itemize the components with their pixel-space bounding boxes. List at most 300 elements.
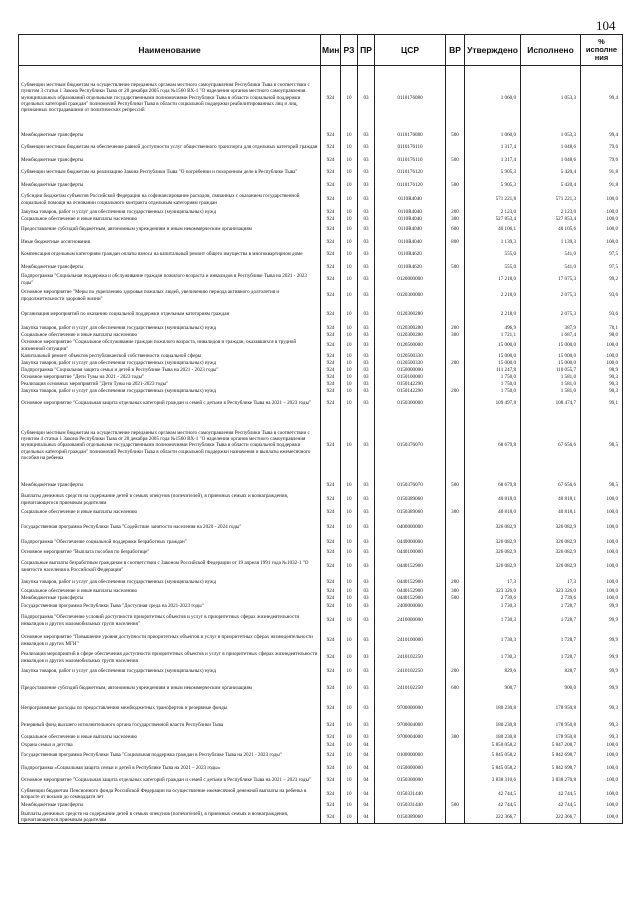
table-row (19, 749, 623, 763)
row-pct-cell: 100,0 (581, 763, 623, 774)
row-csr-cell: 0120500000 (375, 339, 446, 353)
row-min-cell: 924 (321, 631, 341, 651)
table-row (19, 577, 623, 588)
row-rz-cell: 10 (341, 305, 358, 325)
row-pct-cell: 99,9 (581, 611, 623, 631)
row-csr-cell: 0150300000 (375, 395, 446, 413)
row-vr-cell: 300 (446, 588, 465, 595)
row-pr-cell: 03 (358, 141, 375, 155)
row-rz-cell: 10 (341, 339, 358, 353)
row-rz-cell: 10 (341, 611, 358, 631)
row-min-cell: 924 (321, 166, 341, 180)
row-executed-cell: 1 048,6 (521, 141, 581, 155)
row-pct-cell: 100,0 (581, 191, 623, 209)
table-row (19, 665, 623, 679)
table-row (19, 602, 623, 611)
row-min-cell: 924 (321, 339, 341, 353)
row-approved-cell: 180 230,8 (465, 719, 521, 733)
table-row (19, 742, 623, 749)
table-row (19, 395, 623, 413)
row-name-cell: Компенсация отдельным категориям граждан оплаты взноса на капитальный ремонт общего имущества в многоквартирном доме (19, 248, 321, 262)
row-vr-cell: 300 (446, 733, 465, 742)
row-csr-cell: 0110R4040 (375, 223, 446, 237)
row-pct-cell: 99,9 (581, 602, 623, 611)
row-min-cell: 924 (321, 130, 341, 141)
table-row (19, 733, 623, 742)
row-rz-cell: 10 (341, 763, 358, 774)
row-executed-cell: 1 728,7 (521, 651, 581, 665)
row-min-cell: 924 (321, 216, 341, 223)
row-rz-cell: 10 (341, 631, 358, 651)
row-vr-cell (446, 611, 465, 631)
row-approved-cell: 2 123,0 (465, 209, 521, 216)
row-vr-cell: 500 (446, 262, 465, 273)
row-csr-cell: 0440152900 (375, 595, 446, 602)
row-pr-cell: 04 (358, 788, 375, 800)
row-pr-cell: 03 (358, 413, 375, 479)
row-pct-cell: 100,0 (581, 774, 623, 788)
row-csr-cell: 0440100000 (375, 548, 446, 557)
row-rz-cell: 10 (341, 66, 358, 130)
table-row (19, 518, 623, 538)
row-approved-cell: 111 247,8 (465, 367, 521, 374)
row-rz-cell: 10 (341, 518, 358, 538)
row-executed-cell: 42 744,5 (521, 800, 581, 811)
table-row (19, 611, 623, 631)
row-pct-cell: 100,0 (581, 538, 623, 548)
row-csr-cell: 0120300280 (375, 325, 446, 332)
table-row (19, 538, 623, 548)
row-vr-cell: 600 (446, 223, 465, 237)
row-pct-cell: 100,0 (581, 493, 623, 507)
row-rz-cell: 10 (341, 699, 358, 719)
row-pr-cell: 03 (358, 180, 375, 191)
row-vr-cell (446, 518, 465, 538)
row-vr-cell: 500 (446, 800, 465, 811)
row-executed-cell: 15 000,0 (521, 339, 581, 353)
row-rz-cell: 10 (341, 679, 358, 699)
row-name-cell: Основное мероприятие "Выплата пособия по безработице" (19, 548, 321, 557)
row-approved-cell: 1 060,0 (465, 130, 521, 141)
row-pct-cell: 99,4 (581, 130, 623, 141)
row-name-cell: Субвенции местным бюджетам на осуществление переданных органам местного самоуправления Республики Тыва в соответствии с пунктом 3 статьи 1 Закона Республики Тыва от 28 декабря 2005 года №1560 ВХ-1 "О наделении органов местного самоуправления муниципальных образований отдельными государственными полномочиями Республики Тыва в области социальной поддержки отдельных категорий граждан" полномочий Республики Тыва в области социальной поддержки реабилитированных лиц и лиц, признанных пострадавшими от политических репрессий (19, 66, 321, 130)
table-row (19, 374, 623, 381)
row-pct-cell: 99,1 (581, 395, 623, 413)
row-vr-cell (446, 339, 465, 353)
row-pr-cell: 03 (358, 191, 375, 209)
row-name-cell: Подпрограмма "Социальная поддержка и обслуживание граждан пожилого возраста и инвалидов в Республике Тыва на 2021 - 2023 годы" (19, 273, 321, 287)
row-approved-cell: 5 905,3 (465, 180, 521, 191)
row-vr-cell (446, 719, 465, 733)
row-min-cell: 924 (321, 602, 341, 611)
row-executed-cell: 326 082,9 (521, 557, 581, 577)
row-vr-cell (446, 353, 465, 360)
row-vr-cell: 800 (446, 237, 465, 248)
row-min-cell: 924 (321, 248, 341, 262)
row-approved-cell: 42 744,5 (465, 800, 521, 811)
row-pct-cell: 100,0 (581, 811, 623, 824)
row-csr-cell: 0110176110 (375, 155, 446, 166)
row-pr-cell: 03 (358, 353, 375, 360)
table-row (19, 130, 623, 141)
row-executed-cell: 17,3 (521, 577, 581, 588)
row-pr-cell: 03 (358, 595, 375, 602)
row-approved-cell: 326 082,9 (465, 518, 521, 538)
row-executed-cell: 178 950,8 (521, 733, 581, 742)
row-pr-cell: 03 (358, 248, 375, 262)
row-csr-cell: 0440152900 (375, 557, 446, 577)
table-row (19, 763, 623, 774)
row-min-cell: 924 (321, 360, 341, 367)
row-executed-cell: 17 075,3 (521, 273, 581, 287)
row-executed-cell: 178 950,8 (521, 699, 581, 719)
row-approved-cell: 15 000,0 (465, 353, 521, 360)
row-approved-cell: 42 744,5 (465, 788, 521, 800)
row-executed-cell: 5 847 208,7 (521, 742, 581, 749)
row-vr-cell: 500 (446, 130, 465, 141)
row-min-cell: 924 (321, 367, 341, 374)
row-pct-cell: 91,8 (581, 166, 623, 180)
row-executed-cell: 2 123,0 (521, 209, 581, 216)
table-row (19, 679, 623, 699)
row-csr-cell: 0120500330 (375, 360, 446, 367)
row-executed-cell: 222 366,7 (521, 811, 581, 824)
row-min-cell: 924 (321, 548, 341, 557)
row-name-cell: Государственная программа Республики Тыва "Содействие занятости населения на 2020 - 2024 годы" (19, 518, 321, 538)
row-pr-cell: 03 (358, 216, 375, 223)
row-pr-cell: 04 (358, 742, 375, 749)
row-csr-cell: 0150389060 (375, 507, 446, 518)
table-row (19, 588, 623, 595)
table-row (19, 66, 623, 130)
col-rz-header: РЗ (341, 35, 358, 66)
row-vr-cell: 200 (446, 388, 465, 395)
row-min-cell: 924 (321, 493, 341, 507)
row-vr-cell: 500 (446, 595, 465, 602)
row-vr-cell: 300 (446, 216, 465, 223)
row-approved-cell: 1 317,4 (465, 155, 521, 166)
row-rz-cell: 10 (341, 719, 358, 733)
row-approved-cell: 323 326,0 (465, 588, 521, 595)
row-rz-cell: 10 (341, 262, 358, 273)
table-row (19, 305, 623, 325)
row-name-cell: Основное мероприятие "Дети Тувы на 2021 - 2023 годы" (19, 374, 321, 381)
table-row (19, 548, 623, 557)
row-pct-cell: 100,0 (581, 577, 623, 588)
table-row (19, 811, 623, 824)
row-pr-cell: 03 (358, 699, 375, 719)
row-pr-cell: 03 (358, 223, 375, 237)
row-executed-cell: 541,0 (521, 248, 581, 262)
row-csr-cell: 0150100000 (375, 374, 446, 381)
row-name-cell: Межбюджетные трансферты (19, 130, 321, 141)
row-pr-cell: 03 (358, 209, 375, 216)
row-name-cell: Межбюджетные трансферты (19, 800, 321, 811)
row-rz-cell: 10 (341, 733, 358, 742)
row-executed-cell: 67 656,6 (521, 479, 581, 493)
row-csr-cell: 0110176120 (375, 166, 446, 180)
row-executed-cell: 40 105,6 (521, 223, 581, 237)
page-number: 104 (596, 18, 616, 33)
col-name-header: Наименование (19, 35, 321, 66)
row-executed-cell: 323 326,0 (521, 588, 581, 595)
row-name-cell: Государственная программа Республики Тыва "Доступная среда на 2021-2023 годы" (19, 602, 321, 611)
row-name-cell: Основное мероприятие "Социальная защита отдельных категорий граждан и семей с детьми в Республике Тыва на 2021 – 2023 годы" (19, 395, 321, 413)
row-name-cell: Реализация основных мероприятий "Дети Тувы на 2021-2023 годы" (19, 381, 321, 388)
row-pr-cell: 03 (358, 287, 375, 305)
row-rz-cell: 10 (341, 353, 358, 360)
row-pct-cell: 93,6 (581, 287, 623, 305)
row-rz-cell: 10 (341, 237, 358, 248)
table-row (19, 332, 623, 339)
row-name-cell: Охрана семьи и детства (19, 742, 321, 749)
row-executed-cell: 1 728,7 (521, 611, 581, 631)
row-min-cell: 924 (321, 800, 341, 811)
table-row (19, 216, 623, 223)
row-csr-cell: 9700000000 (375, 699, 446, 719)
row-executed-cell: 326 082,9 (521, 538, 581, 548)
row-vr-cell: 200 (446, 325, 465, 332)
row-pr-cell: 03 (358, 273, 375, 287)
row-pr-cell: 03 (358, 733, 375, 742)
row-csr-cell: 0110R4040 (375, 216, 446, 223)
row-name-cell: Организация мероприятий по оказанию социальной поддержки отдельным категориям граждан (19, 305, 321, 325)
table-row (19, 381, 623, 388)
row-name-cell: Социальное обеспечение и иные выплаты населению (19, 332, 321, 339)
row-approved-cell: 68 679,8 (465, 413, 521, 479)
row-vr-cell: 300 (446, 507, 465, 518)
row-rz-cell: 10 (341, 209, 358, 216)
row-rz-cell: 10 (341, 395, 358, 413)
row-executed-cell: 828,7 (521, 665, 581, 679)
row-executed-cell: 1 728,7 (521, 631, 581, 651)
table-row (19, 262, 623, 273)
row-approved-cell: 5 905,3 (465, 166, 521, 180)
row-name-cell: Основное мероприятие "Социальное обслуживание граждан пожилого возраста, инвалидов и граждан, оказавшихся в трудной жизненной ситуации" (19, 339, 321, 353)
table-row (19, 287, 623, 305)
row-approved-cell: 2 218,0 (465, 287, 521, 305)
row-csr-cell: 0150000000 (375, 367, 446, 374)
row-csr-cell: 9700004000 (375, 733, 446, 742)
col-min-header: Мин (321, 35, 341, 66)
row-min-cell: 924 (321, 273, 341, 287)
row-name-cell: Межбюджетные трансферты (19, 262, 321, 273)
row-name-cell: Социальное обеспечение и иные выплаты населению (19, 733, 321, 742)
row-pr-cell: 03 (358, 388, 375, 395)
row-rz-cell: 10 (341, 130, 358, 141)
row-csr-cell: 0150142290 (375, 381, 446, 388)
row-rz-cell: 10 (341, 413, 358, 479)
table-row (19, 339, 623, 353)
table-row (19, 413, 623, 479)
row-executed-cell: 40 818,1 (521, 507, 581, 518)
row-executed-cell: 1 048,6 (521, 155, 581, 166)
row-rz-cell: 10 (341, 588, 358, 595)
row-csr-cell: 0150142290 (375, 388, 446, 395)
row-name-cell: Подпрограмма "Обеспечение социальной поддержки безработных граждан" (19, 538, 321, 548)
row-rz-cell: 10 (341, 180, 358, 191)
row-min-cell: 924 (321, 651, 341, 665)
row-min-cell: 924 (321, 774, 341, 788)
row-min-cell: 924 (321, 325, 341, 332)
row-pct-cell: 99,9 (581, 679, 623, 699)
row-vr-cell (446, 381, 465, 388)
row-pr-cell: 03 (358, 325, 375, 332)
row-pr-cell: 03 (358, 155, 375, 166)
row-vr-cell: 200 (446, 665, 465, 679)
table-header (19, 35, 623, 66)
col-pr-header: ПР (358, 35, 375, 66)
row-approved-cell: 1 750,0 (465, 374, 521, 381)
row-csr-cell: 0110176110 (375, 141, 446, 155)
row-executed-cell: 1 053,3 (521, 130, 581, 141)
row-min-cell: 924 (321, 811, 341, 824)
row-vr-cell (446, 538, 465, 548)
row-name-cell: Социальные выплаты безработным гражданам в соответствии с Законом Российской Федерации от 19 апреля 1991 года №1032-1 "О занятости населения в Российской Федерации" (19, 557, 321, 577)
row-csr-cell: 0120300000 (375, 287, 446, 305)
row-pr-cell: 04 (358, 763, 375, 774)
row-name-cell: Субвенции местным бюджетам на реализацию Закона Республики Тыва "О погребении и похоронном деле в Республике Тыва" (19, 166, 321, 180)
row-executed-cell: 67 656,6 (521, 413, 581, 479)
row-name-cell: Закупка товаров, работ и услуг для обеспечения государственных (муниципальных) нужд (19, 388, 321, 395)
row-pct-cell: 97,5 (581, 262, 623, 273)
row-pct-cell: 100,0 (581, 339, 623, 353)
row-name-cell: Основное мероприятие "Социальная защита отдельных категорий граждан и семей с детьми в Республике Тыва на 2021 – 2023 годы" (19, 774, 321, 788)
row-vr-cell: 200 (446, 360, 465, 367)
row-executed-cell: 15 000,0 (521, 353, 581, 360)
row-executed-cell: 326 082,9 (521, 518, 581, 538)
row-csr-cell: 0100000000 (375, 749, 446, 763)
row-pr-cell: 03 (358, 130, 375, 141)
row-min-cell: 924 (321, 479, 341, 493)
row-pr-cell: 03 (358, 665, 375, 679)
row-name-cell: Закупка товаров, работ и услуг для обеспечения государственных (муниципальных) нужд (19, 360, 321, 367)
row-min-cell: 924 (321, 155, 341, 166)
row-pct-cell: 79,6 (581, 141, 623, 155)
row-rz-cell: 10 (341, 749, 358, 763)
row-csr-cell: 0120500330 (375, 353, 446, 360)
row-executed-cell: 108 474,7 (521, 395, 581, 413)
row-vr-cell (446, 651, 465, 665)
col-vr-header: ВР (446, 35, 465, 66)
row-vr-cell (446, 749, 465, 763)
row-name-cell: Межбюджетные трансферты (19, 155, 321, 166)
row-pct-cell: 99,2 (581, 273, 623, 287)
table-body (19, 66, 623, 824)
row-csr-cell: 9700004000 (375, 719, 446, 733)
row-csr-cell: 2410102250 (375, 679, 446, 699)
row-pct-cell: 100,0 (581, 749, 623, 763)
row-name-cell: Непрограммные расходы по предоставлению межбюджетных трансфертов и резервные фонды (19, 699, 321, 719)
table-row (19, 155, 623, 166)
row-pct-cell: 98,9 (581, 367, 623, 374)
row-executed-cell: 1 687,4 (521, 332, 581, 339)
row-rz-cell: 10 (341, 166, 358, 180)
row-name-cell: Субвенции бюджетам Пенсионного фонда Российской Федерации на осуществление ежемесячной денежной выплаты на ребенка в возрасте от восьми до семнадцати лет (19, 788, 321, 800)
row-pct-cell: 100,0 (581, 518, 623, 538)
row-pct-cell: 90,3 (581, 374, 623, 381)
row-pr-cell: 04 (358, 811, 375, 824)
row-csr-cell: 0110176080 (375, 130, 446, 141)
table-row (19, 273, 623, 287)
row-name-cell: Подпрограмма "Обеспечение условий доступности приоритетных объектов и услуг в приоритетных сферах жизнедеятельности инвалидов и других маломобильных групп населения" (19, 611, 321, 631)
row-approved-cell: 326 082,9 (465, 538, 521, 548)
row-pct-cell: 100,0 (581, 595, 623, 602)
row-pct-cell: 90,3 (581, 388, 623, 395)
table-row (19, 507, 623, 518)
row-name-cell: Закупка товаров, работ и услуг для обеспечения государственных (муниципальных) нужд (19, 577, 321, 588)
row-min-cell: 924 (321, 209, 341, 216)
row-rz-cell: 10 (341, 374, 358, 381)
row-name-cell: Государственная программа Республики Тыва "Социальная поддержка граждан в Республике Тыва на 2021 - 2023 годы" (19, 749, 321, 763)
row-csr-cell: 0120300280 (375, 332, 446, 339)
row-pct-cell: 100,0 (581, 507, 623, 518)
row-rz-cell: 10 (341, 191, 358, 209)
row-rz-cell: 10 (341, 507, 358, 518)
table-row (19, 651, 623, 665)
row-rz-cell: 10 (341, 602, 358, 611)
row-executed-cell: 2 739,6 (521, 595, 581, 602)
table-row (19, 353, 623, 360)
row-csr-cell (375, 742, 446, 749)
row-pr-cell: 03 (358, 166, 375, 180)
row-pct-cell: 100,0 (581, 548, 623, 557)
row-rz-cell: 10 (341, 557, 358, 577)
row-min-cell: 924 (321, 305, 341, 325)
row-min-cell: 924 (321, 595, 341, 602)
row-approved-cell: 3 838 310,6 (465, 774, 521, 788)
table-row (19, 141, 623, 155)
row-name-cell: Субвенции местным бюджетам на обеспечение равной доступности услуг общественного транспорта для отдельных категорий граждан (19, 141, 321, 155)
row-min-cell: 924 (321, 332, 341, 339)
row-pr-cell: 04 (358, 800, 375, 811)
row-min-cell: 924 (321, 180, 341, 191)
row-pr-cell: 03 (358, 602, 375, 611)
row-pr-cell: 03 (358, 237, 375, 248)
row-csr-cell: 0440152900 (375, 588, 446, 595)
row-rz-cell: 10 (341, 216, 358, 223)
row-csr-cell: 0110176080 (375, 66, 446, 130)
row-pct-cell: 98,5 (581, 413, 623, 479)
row-min-cell: 924 (321, 287, 341, 305)
row-name-cell: Подпрограмма "Социальная защита семьи и детей в Республике Тыва на 2021 - 2023 годы" (19, 367, 321, 374)
row-rz-cell: 10 (341, 155, 358, 166)
row-vr-cell (446, 493, 465, 507)
row-min-cell: 924 (321, 699, 341, 719)
table-row (19, 367, 623, 374)
row-pct-cell: 99,9 (581, 631, 623, 651)
row-vr-cell (446, 367, 465, 374)
row-min-cell: 924 (321, 381, 341, 388)
row-pct-cell: 100,0 (581, 223, 623, 237)
row-approved-cell: 222 366,7 (465, 811, 521, 824)
row-pr-cell: 03 (358, 577, 375, 588)
row-pct-cell: 79,6 (581, 155, 623, 166)
table-row (19, 325, 623, 332)
row-pct-cell: 99,4 (581, 66, 623, 130)
row-vr-cell (446, 631, 465, 651)
row-csr-cell: 2410102250 (375, 665, 446, 679)
row-pr-cell: 03 (358, 479, 375, 493)
row-pr-cell: 03 (358, 381, 375, 388)
row-min-cell: 924 (321, 262, 341, 273)
row-vr-cell (446, 811, 465, 824)
row-name-cell: Иные бюджетные ассигнования (19, 237, 321, 248)
row-executed-cell: 326 082,9 (521, 548, 581, 557)
row-pct-cell: 93,6 (581, 305, 623, 325)
row-executed-cell: 5 420,4 (521, 166, 581, 180)
row-name-cell: Резервный фонд высшего исполнительного органа государственной власти Республики Тыва (19, 719, 321, 733)
